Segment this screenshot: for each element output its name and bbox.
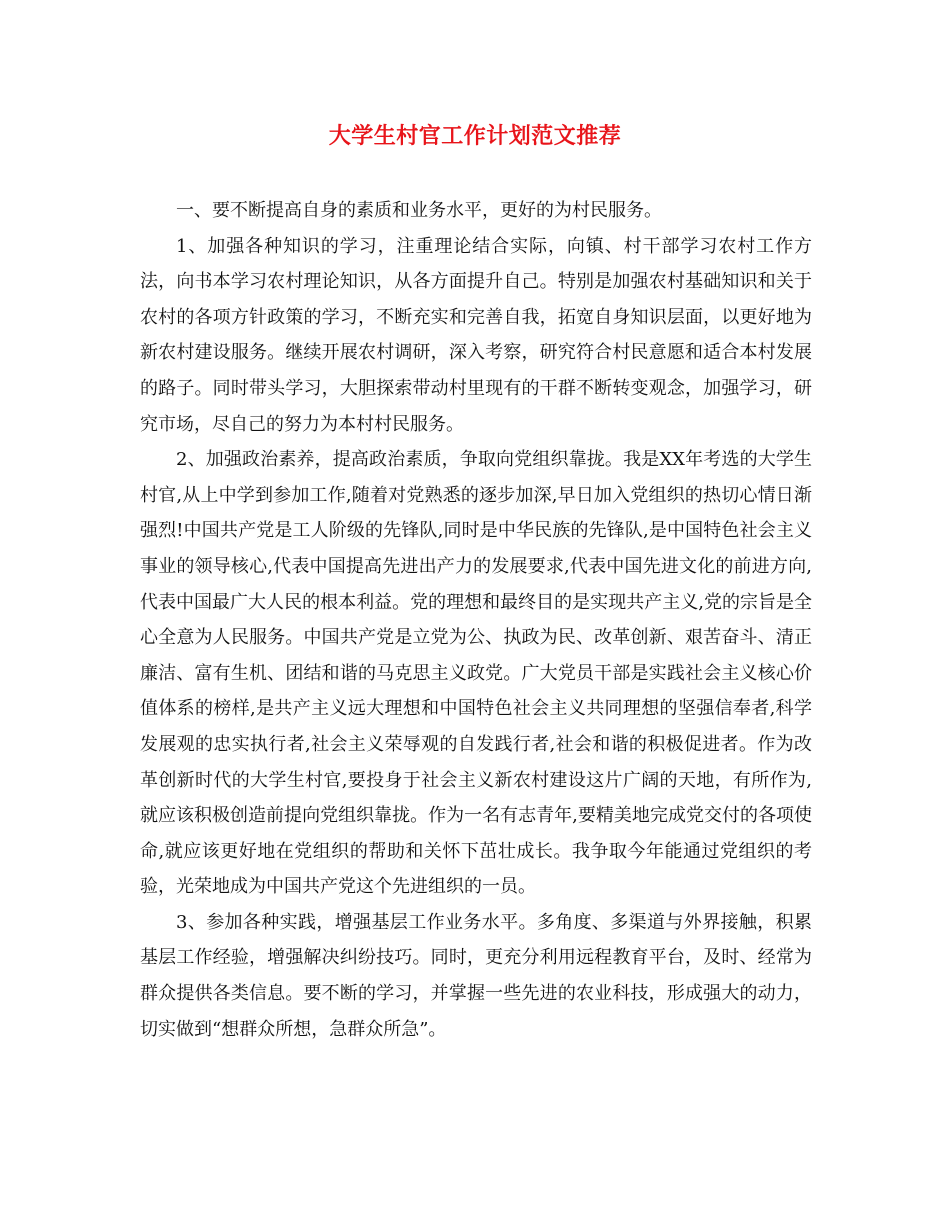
paragraph-item-2: 2、加强政治素养，提高政治素质，争取向党组织靠拢。我是XX年考选的大学生村官,从上中学到参加工作,随着对党熟悉的逐步加深,早日加入党组织的热切心情日渐强烈!中国共产党是工人阶级的先锋队,同时是中华民族的先锋队,是中国特色社会主义事业的领导核心,代表中国提高先进出产力的发展要求,代表中国先进文化的前进方向,代表中国最广大人民的根本利益。党的理想和最终目的是实现共产主义,党的宗旨是全心全意为人民服务。中国共产党是立党为公、执政为民、改革创新、艰苦奋斗、清正廉洁、富有生机、团结和谐的马克思主义政党。广大党员干部是实践社会主义核心价值体系的榜样,是共产主义远大理想和中国特色社会主义共同理想的坚强信奉者,科学发展观的忠实执行者,社会主义荣辱观的自发践行者,社会和谐的积极促进者。作为改革创新时代的大学生村官,要投身于社会主义新农村建设这片广阔的天地，有所作为,就应该积极创造前提向党组织靠拢。作为一名有志青年,要精美地完成党交付的各项使命,就应该更好地在党组织的帮助和关怀下茁壮成长。我争取今年能通过党组织的考验，光荣地成为中国共产党这个先进组织的一员。 (140, 449, 812, 898)
paragraph-item-1: 1、加强各种知识的学习，注重理论结合实际，向镇、村干部学习农村工作方法，向书本学习农村理论知识，从各方面提升自己。特别是加强农村基础知识和关于农村的各项方针政策的学习，不断充实和完善自我，拓宽自身知识层面，以更好地为新农村建设服务。继续开展农村调研，深入考察，研究符合村民意愿和适合本村发展的路子。同时带头学习，大胆探索带动村里现有的干群不断转变观念，加强学习，研究市场，尽自己的努力为本村村民服务。 (140, 235, 812, 435)
section-heading-1: 一、要不断提高自身的素质和业务水平，更好的为村民服务。 (176, 200, 662, 221)
paragraph-item-3: 3、参加各种实践，增强基层工作业务水平。多角度、多渠道与外界接触，积累基层工作经验，增强解决纠纷技巧。同时，更充分利用远程教育平台，及时、经常为群众提供各类信息。要不断的学习，并掌握一些先进的农业科技，形成强大的动力，切实做到“想群众所想，急群众所急”。 (140, 911, 812, 1040)
document-body (140, 193, 812, 1047)
document-title: 大学生村官工作计划范文推荐 (328, 123, 622, 149)
